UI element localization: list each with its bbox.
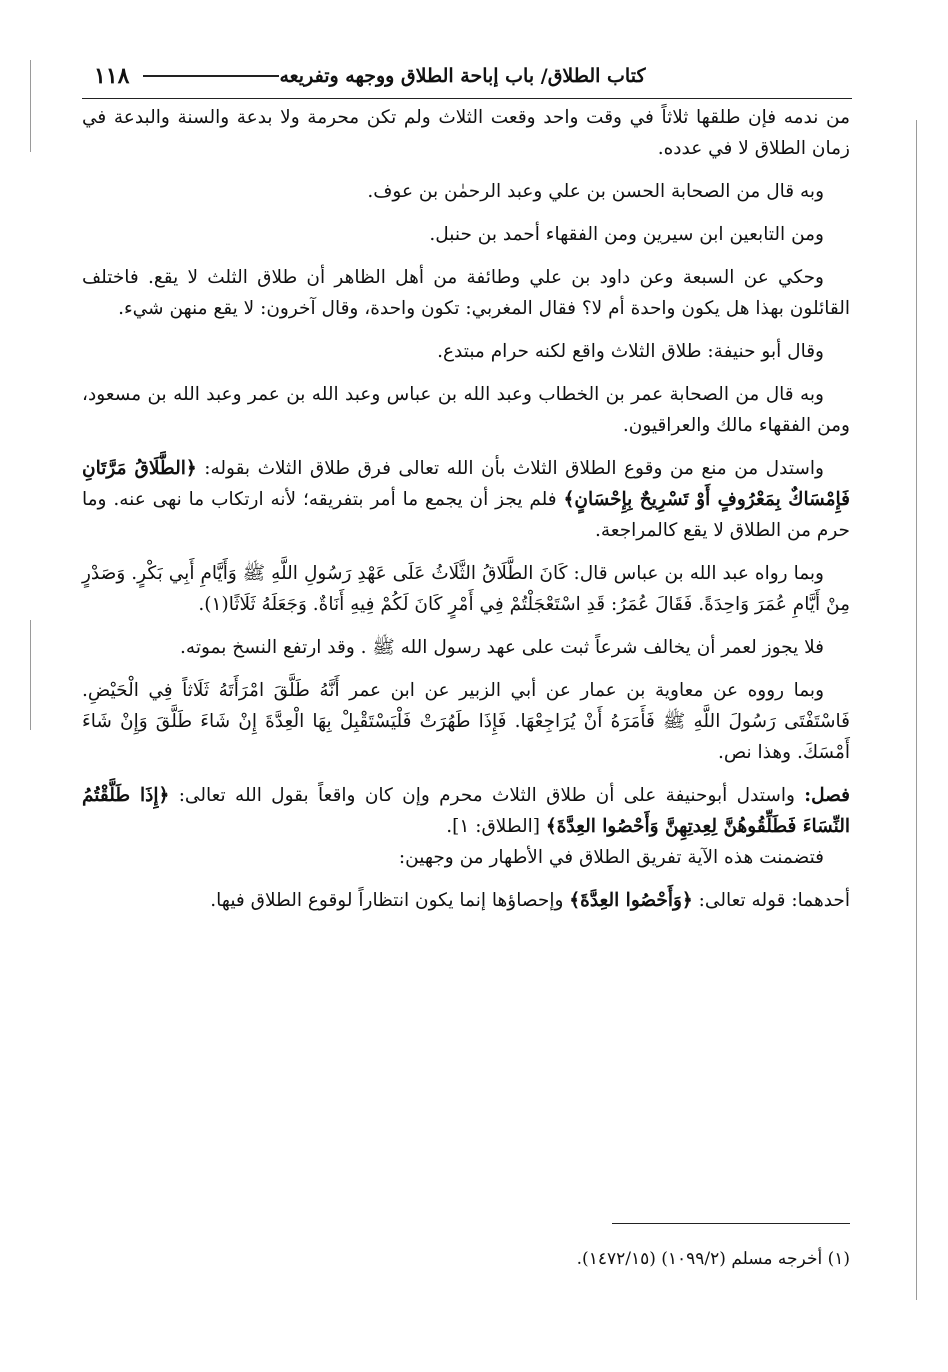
paragraph-text: أحدهما: قوله تعالى: <box>692 890 850 911</box>
paragraph: وحكي عن السبعة وعن داود بن علي وطائفة من أهل الظاهر أن طلاق الثلث لا يقع. فاختلف القائلون بهذا هل يكون واحدة أم لا؟ فقال المغربي: تكون واحدة، وقال آخرون: لا يقع منهن شيء. <box>82 267 850 319</box>
footnote-ref: (١). <box>198 594 229 615</box>
header-divider <box>82 98 852 99</box>
paragraph <box>82 675 850 768</box>
paragraph: فلا يجوز لعمر أن يخالف شرعاً ثبت على عهد رسول الله ﷺ . وقد ارتفع النسخ بموته. <box>180 637 824 658</box>
paragraph <box>82 780 850 842</box>
paragraph-text: واستدل أبوحنيفة على أن طلاق الثلاث محرم وإن كان واقعاً بقول الله تعالى: <box>169 785 805 806</box>
hadith-text: أَنَّهُ طَلَّقَ امْرَأَتَهُ ثَلَاثاً فِي الْحَيْضِ. فَاسْتَفْتَى رَسُولَ اللَّهِ ﷺ فَأَمَرَهُ أَنْ يُرَاجِعْهَا. فَإِذَا طَهُرَتْ فَلْيَسْتَقْبِلْ بِهَا الْعِدَّةَ إِنْ شَاءَ طَلَّقَ وَإِنْ شَاءَ أَمْسَكَ <box>82 680 850 763</box>
paragraph <box>82 453 850 546</box>
section-label: فصل: <box>804 785 851 806</box>
quran-verse: ﴿الطَّلَاقُ مَرَّتَانِ فَإِمْسَاكٌ بِمَعْرُوفٍ أَوْ تَسْرِيحٌ بِإِحْسَانٍ﴾ <box>82 458 850 510</box>
quran-verse: ﴿وَأَحْصُوا العِدَّةَ﴾ <box>569 890 693 911</box>
scan-edge-line <box>916 120 917 1300</box>
paragraph: ومن التابعين ابن سيرين ومن الفقهاء أحمد بن حنبل. <box>429 224 824 245</box>
footnote-divider <box>612 1223 850 1224</box>
paragraph: وبه قال من الصحابة عمر بن الخطاب وعبد الله بن عباس وعبد الله بن عمر وعبد الله بن مسعود، ومن الفقهاء مالك والعراقيون. <box>82 384 850 436</box>
paragraph-text: فلم يجز أن يجمع ما أمر بتفريقه؛ لأنه ارتكاب ما نهى عنه. وما حرم من الطلاق لا يقع كالمراجعة. <box>82 489 850 541</box>
paragraph-text: واستدل من منع من وقوع الطلاق الثلاث بأن الله تعالى فرق طلاق الثلاث بقوله: <box>196 458 824 479</box>
scan-edge-line <box>30 60 31 152</box>
footnote: (١) أخرجه مسلم (١٠٩٩/٢) (١٤٧٢/١٥). <box>576 1249 850 1269</box>
paragraph-text: وإحصاؤها إنما يكون انتظاراً لوقوع الطلاق فيها. <box>210 890 570 911</box>
paragraph <box>82 885 850 916</box>
hadith-text: كَانَ الطَّلَاقُ الثَّلَاثُ عَلَى عَهْدِ رَسُولِ اللَّهِ ﷺ وَأَيَّامِ أَبِي بَكْرٍ. وَصَدْرٍ مِنْ أَيَّامِ عُمَرَ وَاحِدَةً. فَقَالَ عُمَرُ: قَدِ اسْتَعْجَلْتُمْ فِي أَمْرٍ كَانَ لَكُمْ فِيهِ أَنَاةٌ. وَجَعَلَهُ ثَلَاثًا <box>82 563 850 615</box>
running-title: كتاب الطلاق/ باب إباحة الطلاق ووجهه وتفريعه <box>279 65 646 87</box>
paragraph-text: [الطلاق: ١]. <box>446 816 546 837</box>
page-number: ١١٨ <box>94 63 130 89</box>
scan-edge-line <box>30 620 31 730</box>
paragraph: من ندمه فإن طلقها ثلاثاً في وقت واحد وقعت الثلاث ولم تكن محرمة ولا بدعة والسنة والبدعة في زمان الطلاق لا في عدده. <box>82 107 850 159</box>
paragraph-text: وبما رووه عن معاوية بن عمار عن أبي الزبير عن ابن عمر <box>339 680 825 701</box>
quran-verse: ﴿إِذَا طَلَّقْتُمُ النِّسَاءَ فَطَلِّقُوهُنَّ لِعِدتِهِنَّ وَأَحْصُوا العِدَّةَ﴾ <box>82 785 850 837</box>
paragraph <box>82 558 850 620</box>
paragraph: وقال أبو حنيفة: طلاق الثلاث واقع لكنه حرام مبتدع. <box>437 341 824 362</box>
paragraph: فتضمنت هذه الآية تفريق الطلاق في الأطهار من وجهين: <box>398 847 824 868</box>
paragraph: وبه قال من الصحابة الحسن بن علي وعبد الرحمٰن بن عوف. <box>367 181 824 202</box>
page-header <box>82 56 852 96</box>
paragraph-text: وبما رواه عبد الله بن عباس قال: <box>567 563 824 584</box>
header-rule <box>143 75 279 77</box>
paragraph-text: . وهذا نص. <box>717 742 803 763</box>
main-text <box>82 102 850 1372</box>
